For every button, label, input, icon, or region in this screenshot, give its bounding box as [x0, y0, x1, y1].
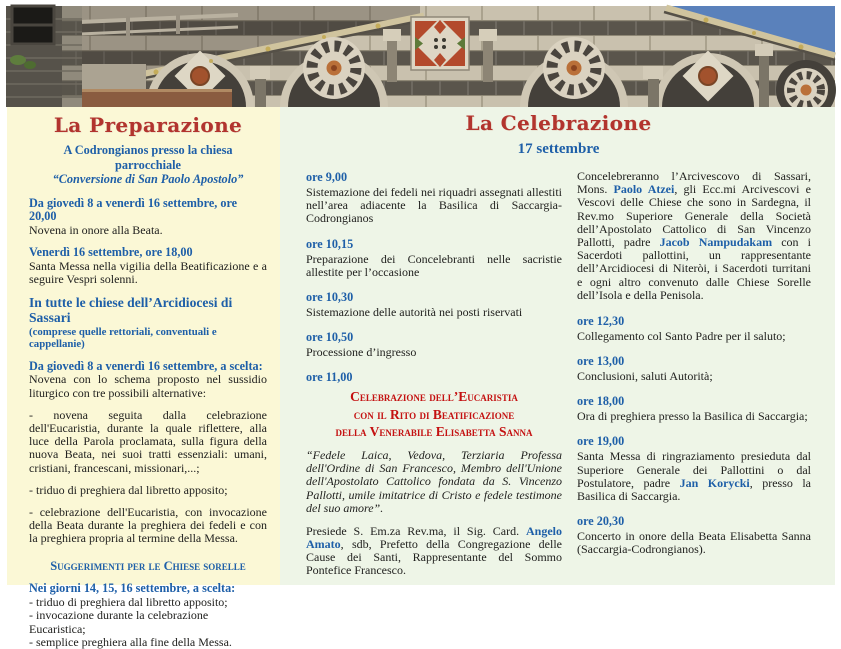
archdiocese-section-heading: In tutte le chiese dell’Arcidiocesi di Sassari (comprese quelle rettoriali, conventuali e cappellanie)	[29, 295, 233, 351]
sister-churches-heading: Suggerimenti per le Chiese sorelle	[50, 559, 246, 574]
celebration-column-right	[577, 170, 811, 578]
schedule-entry: ore 20,30 Concerto in onore della Beata Elisabetta Sanna (Saccargia-Codrongianos).	[577, 514, 811, 557]
plant-tuft	[10, 55, 26, 65]
celebration-column-left	[306, 170, 562, 578]
rite-title: Celebrazione dell’Eucaristia con il Rito di Beatificazione della Venerabile Elisabetta Sanna	[335, 389, 533, 440]
event-heading: Venerdì 16 settembre, ore 18,00	[29, 245, 193, 259]
event-body: Novena in onore alla Beata.	[29, 222, 163, 237]
celebration-title: La Celebrazione	[465, 111, 652, 135]
suggestion-item: - invocazione durante la celebrazione Eucaristica;	[29, 608, 209, 636]
brochure-content	[7, 107, 835, 649]
schedule-entry: ore 19,00 Santa Messa di ringraziamento presieduta dal Superiore Generale dei Pallottini o dal Postulatore, padre Jan Korycki, presso la Basilica di Saccargia.	[577, 434, 811, 503]
preparation-title: La Preparazione	[53, 113, 243, 137]
novena-event	[29, 197, 267, 238]
suggestion-item: - semplice preghiera alla fine della Messa.	[29, 634, 232, 649]
alternative-item: - triduo di preghiera dal libretto apposito;	[29, 482, 228, 497]
schedule-entry: ore 10,15 Preparazione dei Concelebranti nelle sacristie allestite per l’occasione	[306, 236, 562, 279]
suggestion-item: - triduo di preghiera dal libretto apposito;	[29, 595, 228, 610]
inlay-panel	[411, 17, 469, 70]
parish-intro-line1: A Codrongianos presso la chiesa parrocchiale	[63, 143, 233, 172]
schedule-entry: ore 9,00 Sistemazione dei fedeli nei riquadri assegnati allestiti nell’area adiacente la Basilica di Saccargia-Codrongianos	[306, 170, 562, 226]
rite-quote: “Fedele Laica, Vedova, Terziaria Professa dell'Ordine di San Francesco, Membro dell'Unione dell'Apostolato Cattolico fondata da S. Vincenzo Pallotti, umile imitatrice di Cristo e fedele testimone del suo amore”.	[306, 447, 562, 515]
schedule-entry: ore 10,50 Processione d’ingresso	[306, 330, 417, 360]
presider-paragraph: Presiede S. Em.za Rev.ma, il Sig. Card. Angelo Amato, sdb, Prefetto della Congregazione delle Cause dei Santi, Rappresentante del Sommo Pontefice Francesco.	[306, 523, 562, 578]
church-facade-photo	[6, 6, 835, 107]
event-body: Santa Messa nella vigilia della Beatificazione e a seguire Vespri solenni.	[29, 258, 267, 286]
schedule-entry: ore 18,00 Ora di preghiera presso la Basilica di Saccargia;	[577, 394, 808, 424]
alternative-item: - novena seguita dalla celebrazione dell'Eucaristia, durante la quale riflettere, alla luce della Parola proclamata, sulla figura della nuova Beata, nei suoi tratti essenziali: umani, cristiani, francescani, missionari,...;	[29, 407, 267, 475]
preparation-panel	[7, 107, 280, 649]
bell-tower	[6, 6, 82, 107]
vigil-event	[29, 246, 267, 286]
parish-intro-line2: “Conversione di San Paolo Apostolo”	[52, 172, 244, 186]
event-heading: Da giovedì 8 a venerdì 16 settembre, ore 20,00	[29, 195, 238, 224]
celebration-date: 17 settembre	[517, 141, 600, 157]
archdiocese-intro: Da giovedì 8 a venerdì 16 settembre, a scelta: Novena con lo schema proposto nel sussidio liturgico con tre possibili alternative:	[29, 358, 267, 400]
church-facade-illustration	[6, 6, 835, 107]
alternative-item: - celebrazione dell'Eucaristia, con invocazione della Beata durante la preghiera dei fedeli e con la preghiera propria al termine della Messa.	[29, 504, 267, 546]
schedule-entry: ore 13,00 Conclusioni, saluti Autorità;	[577, 354, 713, 384]
sister-churches-suggestions: Nei giorni 14, 15, 16 settembre, a scelta: - triduo di preghiera dal libretto apposito; - invocazione durante la celebrazione Eucaristica; - semplice preghiera alla fine della Messa.	[29, 582, 267, 648]
brown-ledge	[80, 90, 232, 107]
celebration-panel	[280, 107, 835, 585]
schedule-entry: ore 12,30 Collegamento col Santo Padre per il saluto;	[577, 313, 786, 343]
schedule-entry: ore 11,00	[306, 370, 353, 385]
parish-intro	[29, 143, 267, 187]
schedule-entry: ore 10,30 Sistemazione delle autorità nei posti riservati	[306, 289, 523, 319]
concelebrants-paragraph: Concelebreranno l’Arcivescovo di Sassari, Mons. Paolo Atzei, gli Ecc.mi Arcivescovi e Vescovi delle Chiese che sono in Sardegna, il Rev.mo Superiore Generale della Società dell’Apostolato Cattolico di San Vincenzo Pallotti, padre Jacob Nampudakam con i Sacerdoti pallottini, un rappresentante dell’Arcidiocesi di Niteròi, i Sacerdoti turritani e ogni altro convenuto dalle Chiese Sorelle dell’Isola e della Penisola.	[577, 169, 811, 302]
